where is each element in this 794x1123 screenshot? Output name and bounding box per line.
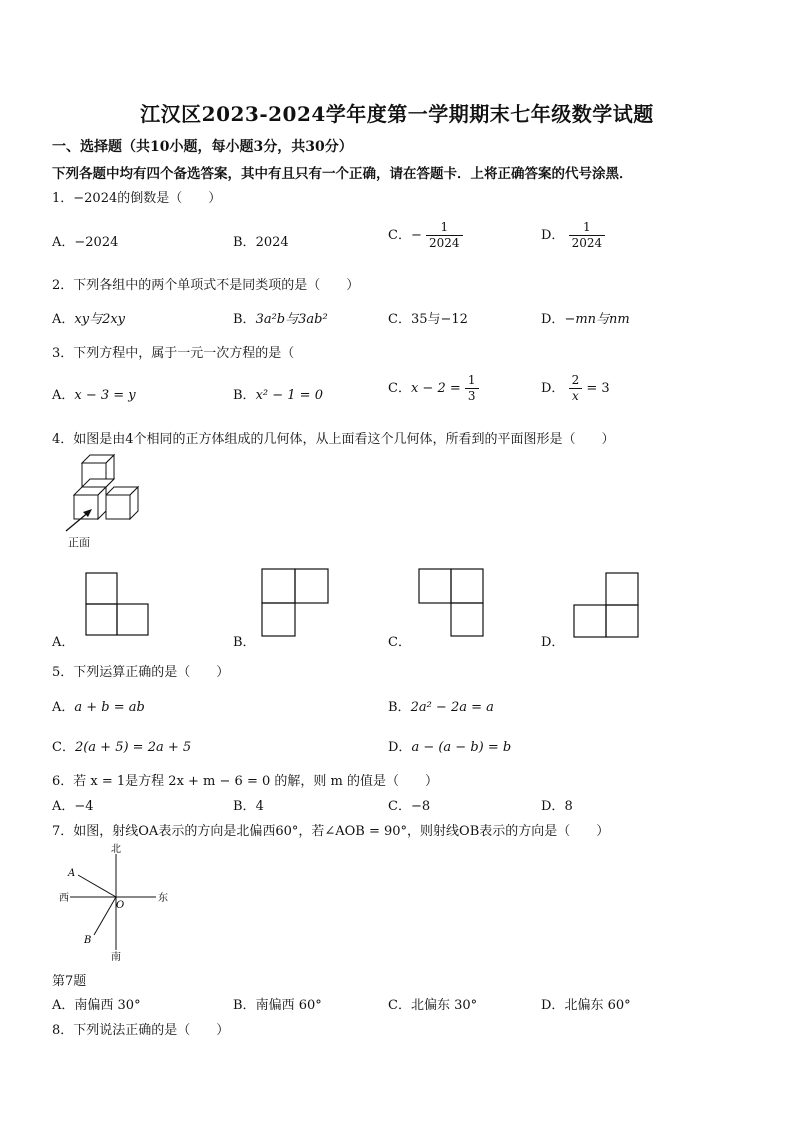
q7-option-a[interactable] bbox=[52, 994, 141, 1013]
north-label: 北 bbox=[111, 844, 121, 855]
option-label: B． bbox=[233, 312, 256, 327]
option-label: B． bbox=[233, 799, 256, 814]
q1-option-d[interactable] bbox=[541, 220, 605, 251]
question-2-stem: 2．下列各组中的两个单项式不是同类项的是（ ） bbox=[52, 278, 360, 293]
section-heading: 一、选择题（共10小题，每小题3分，共30分） bbox=[52, 139, 353, 155]
q3-option-b[interactable] bbox=[233, 384, 323, 403]
option-text: a − (a − b) = b bbox=[411, 740, 512, 755]
option-label: C． bbox=[388, 228, 411, 243]
question-3-stem: 3．下列方程中，属于一元一次方程的是（ bbox=[52, 346, 295, 361]
option-label: D． bbox=[541, 381, 565, 396]
q7-option-d[interactable] bbox=[541, 994, 631, 1013]
south-label: 南 bbox=[111, 952, 121, 963]
q2-option-d[interactable] bbox=[541, 308, 630, 327]
option-label: D． bbox=[388, 740, 412, 755]
option-label: C． bbox=[388, 312, 411, 327]
option-label: D． bbox=[541, 228, 565, 243]
page-title: 江汉区2023-2024学年度第一学期期末七年级数学试题 bbox=[140, 102, 654, 126]
option-label: B． bbox=[233, 388, 256, 403]
option-label: D． bbox=[541, 799, 565, 814]
option-text: 2(a + 5) = 2a + 5 bbox=[74, 740, 192, 755]
q2-option-a[interactable] bbox=[52, 308, 125, 327]
option-text: 北偏东 60° bbox=[564, 998, 631, 1013]
q7-option-b[interactable] bbox=[233, 994, 322, 1013]
option-text: −2024 bbox=[74, 235, 119, 250]
front-label: 正面 bbox=[68, 536, 90, 549]
numerator: 1 bbox=[426, 220, 463, 236]
option-text: x − 3 = y bbox=[74, 388, 136, 403]
question-5-stem: 5．下列运算正确的是（ ） bbox=[52, 665, 230, 680]
q5-option-a[interactable] bbox=[52, 696, 145, 715]
denominator: 2024 bbox=[429, 236, 460, 250]
option-text: xy与2xy bbox=[74, 312, 126, 327]
fraction bbox=[465, 373, 479, 404]
option-text: 南偏西 60° bbox=[255, 998, 322, 1013]
option-label: D． bbox=[541, 998, 565, 1013]
option-label: A． bbox=[52, 998, 75, 1013]
option-text: 2024 bbox=[255, 235, 289, 250]
question-1-stem: 1．−2024的倒数是（ ） bbox=[52, 191, 222, 206]
q5-option-c[interactable] bbox=[52, 736, 191, 755]
option-label: A． bbox=[52, 235, 75, 250]
denominator: 3 bbox=[467, 389, 476, 403]
option-label: B． bbox=[388, 700, 411, 715]
q3-option-d[interactable] bbox=[541, 373, 610, 404]
equation-right: = 3 bbox=[586, 381, 610, 396]
question-6-stem: 6．若 x = 1是方程 2x + m − 6 = 0 的解，则 m 的值是（ ） bbox=[52, 774, 438, 789]
q4-option-d[interactable]: D． bbox=[541, 635, 565, 650]
q3-option-c[interactable] bbox=[388, 373, 479, 404]
option-label: A． bbox=[52, 312, 75, 327]
compass-figure bbox=[56, 842, 176, 962]
question-7-stem: 7．如图，射线OA表示的方向是北偏西60°，若∠AOB = 90°，则射线OB表示的方向是（ ） bbox=[52, 824, 610, 839]
denominator: 2024 bbox=[571, 236, 603, 250]
option-text: 2a² − 2a = a bbox=[410, 700, 494, 715]
option-label: C． bbox=[388, 998, 411, 1013]
option-label: A． bbox=[52, 388, 75, 403]
option-label: B． bbox=[233, 235, 256, 250]
q7-option-c[interactable] bbox=[388, 994, 477, 1013]
option-text: 南偏西 30° bbox=[74, 998, 141, 1013]
q4-option-c-figure bbox=[419, 569, 485, 637]
q4-option-a[interactable]: A． bbox=[52, 635, 75, 650]
question-4-stem: 4．如图是由4个相同的正方体组成的几何体，从上面看这个几何体，所看到的平面图形是（ ） bbox=[52, 432, 615, 447]
option-label: C． bbox=[388, 381, 411, 396]
option-label: A． bbox=[52, 700, 75, 715]
q5-option-d[interactable] bbox=[388, 736, 511, 755]
q6-option-c[interactable] bbox=[388, 795, 430, 814]
q4-option-d-figure bbox=[574, 573, 640, 639]
q1-option-c[interactable] bbox=[388, 220, 463, 251]
option-text: 4 bbox=[255, 799, 264, 814]
fraction bbox=[426, 220, 463, 251]
q2-option-c[interactable] bbox=[388, 308, 468, 327]
option-label: D． bbox=[541, 312, 565, 327]
q2-option-b[interactable] bbox=[233, 308, 328, 327]
option-text: a + b = ab bbox=[74, 700, 145, 715]
denominator: x bbox=[572, 389, 579, 403]
option-text: 北偏东 30° bbox=[410, 998, 478, 1013]
fraction bbox=[569, 220, 606, 251]
numerator: 2 bbox=[569, 373, 583, 389]
option-label: B． bbox=[233, 998, 256, 1013]
option-text: −4 bbox=[74, 799, 94, 814]
figure-caption: 第7题 bbox=[52, 974, 87, 989]
equation-left: x − 2 = bbox=[410, 381, 461, 396]
option-label: C． bbox=[52, 740, 75, 755]
q1-option-a[interactable] bbox=[52, 231, 118, 250]
q1-option-b[interactable] bbox=[233, 231, 289, 250]
q4-option-a-figure bbox=[86, 573, 150, 637]
question-8-stem: 8．下列说法正确的是（ ） bbox=[52, 1023, 230, 1038]
q4-option-b[interactable]: B． bbox=[233, 635, 256, 650]
fraction bbox=[569, 373, 583, 404]
west-label: 西 bbox=[59, 893, 69, 904]
option-text: 8 bbox=[564, 799, 573, 814]
q6-option-d[interactable] bbox=[541, 795, 573, 814]
option-text: −mn与nm bbox=[564, 312, 630, 327]
q4-option-b-figure bbox=[262, 569, 330, 637]
q4-option-c[interactable]: C． bbox=[388, 635, 411, 650]
option-label: A． bbox=[52, 799, 75, 814]
q3-option-a[interactable] bbox=[52, 384, 136, 403]
option-text: 35与−12 bbox=[410, 312, 468, 327]
q6-option-a[interactable] bbox=[52, 795, 94, 814]
point-a-label: A bbox=[68, 868, 76, 879]
option-text: x² − 1 = 0 bbox=[255, 388, 323, 403]
numerator: 1 bbox=[465, 373, 479, 389]
numerator: 1 bbox=[569, 220, 606, 236]
option-text: 3a²b与3ab² bbox=[255, 312, 328, 327]
section-instruction: 下列各题中均有四个备选答案，其中有且只有一个正确，请在答题卡．上将正确答案的代号涂黑． bbox=[52, 166, 633, 182]
point-b-label: B bbox=[84, 935, 92, 946]
option-label: C． bbox=[388, 799, 411, 814]
east-label: 东 bbox=[158, 893, 168, 904]
option-text: −8 bbox=[410, 799, 431, 814]
minus-sign: − bbox=[410, 228, 422, 243]
q5-option-b[interactable] bbox=[388, 696, 494, 715]
q6-option-b[interactable] bbox=[233, 795, 264, 814]
cube-solid-figure bbox=[66, 455, 148, 545]
point-o-label: O bbox=[116, 900, 125, 911]
